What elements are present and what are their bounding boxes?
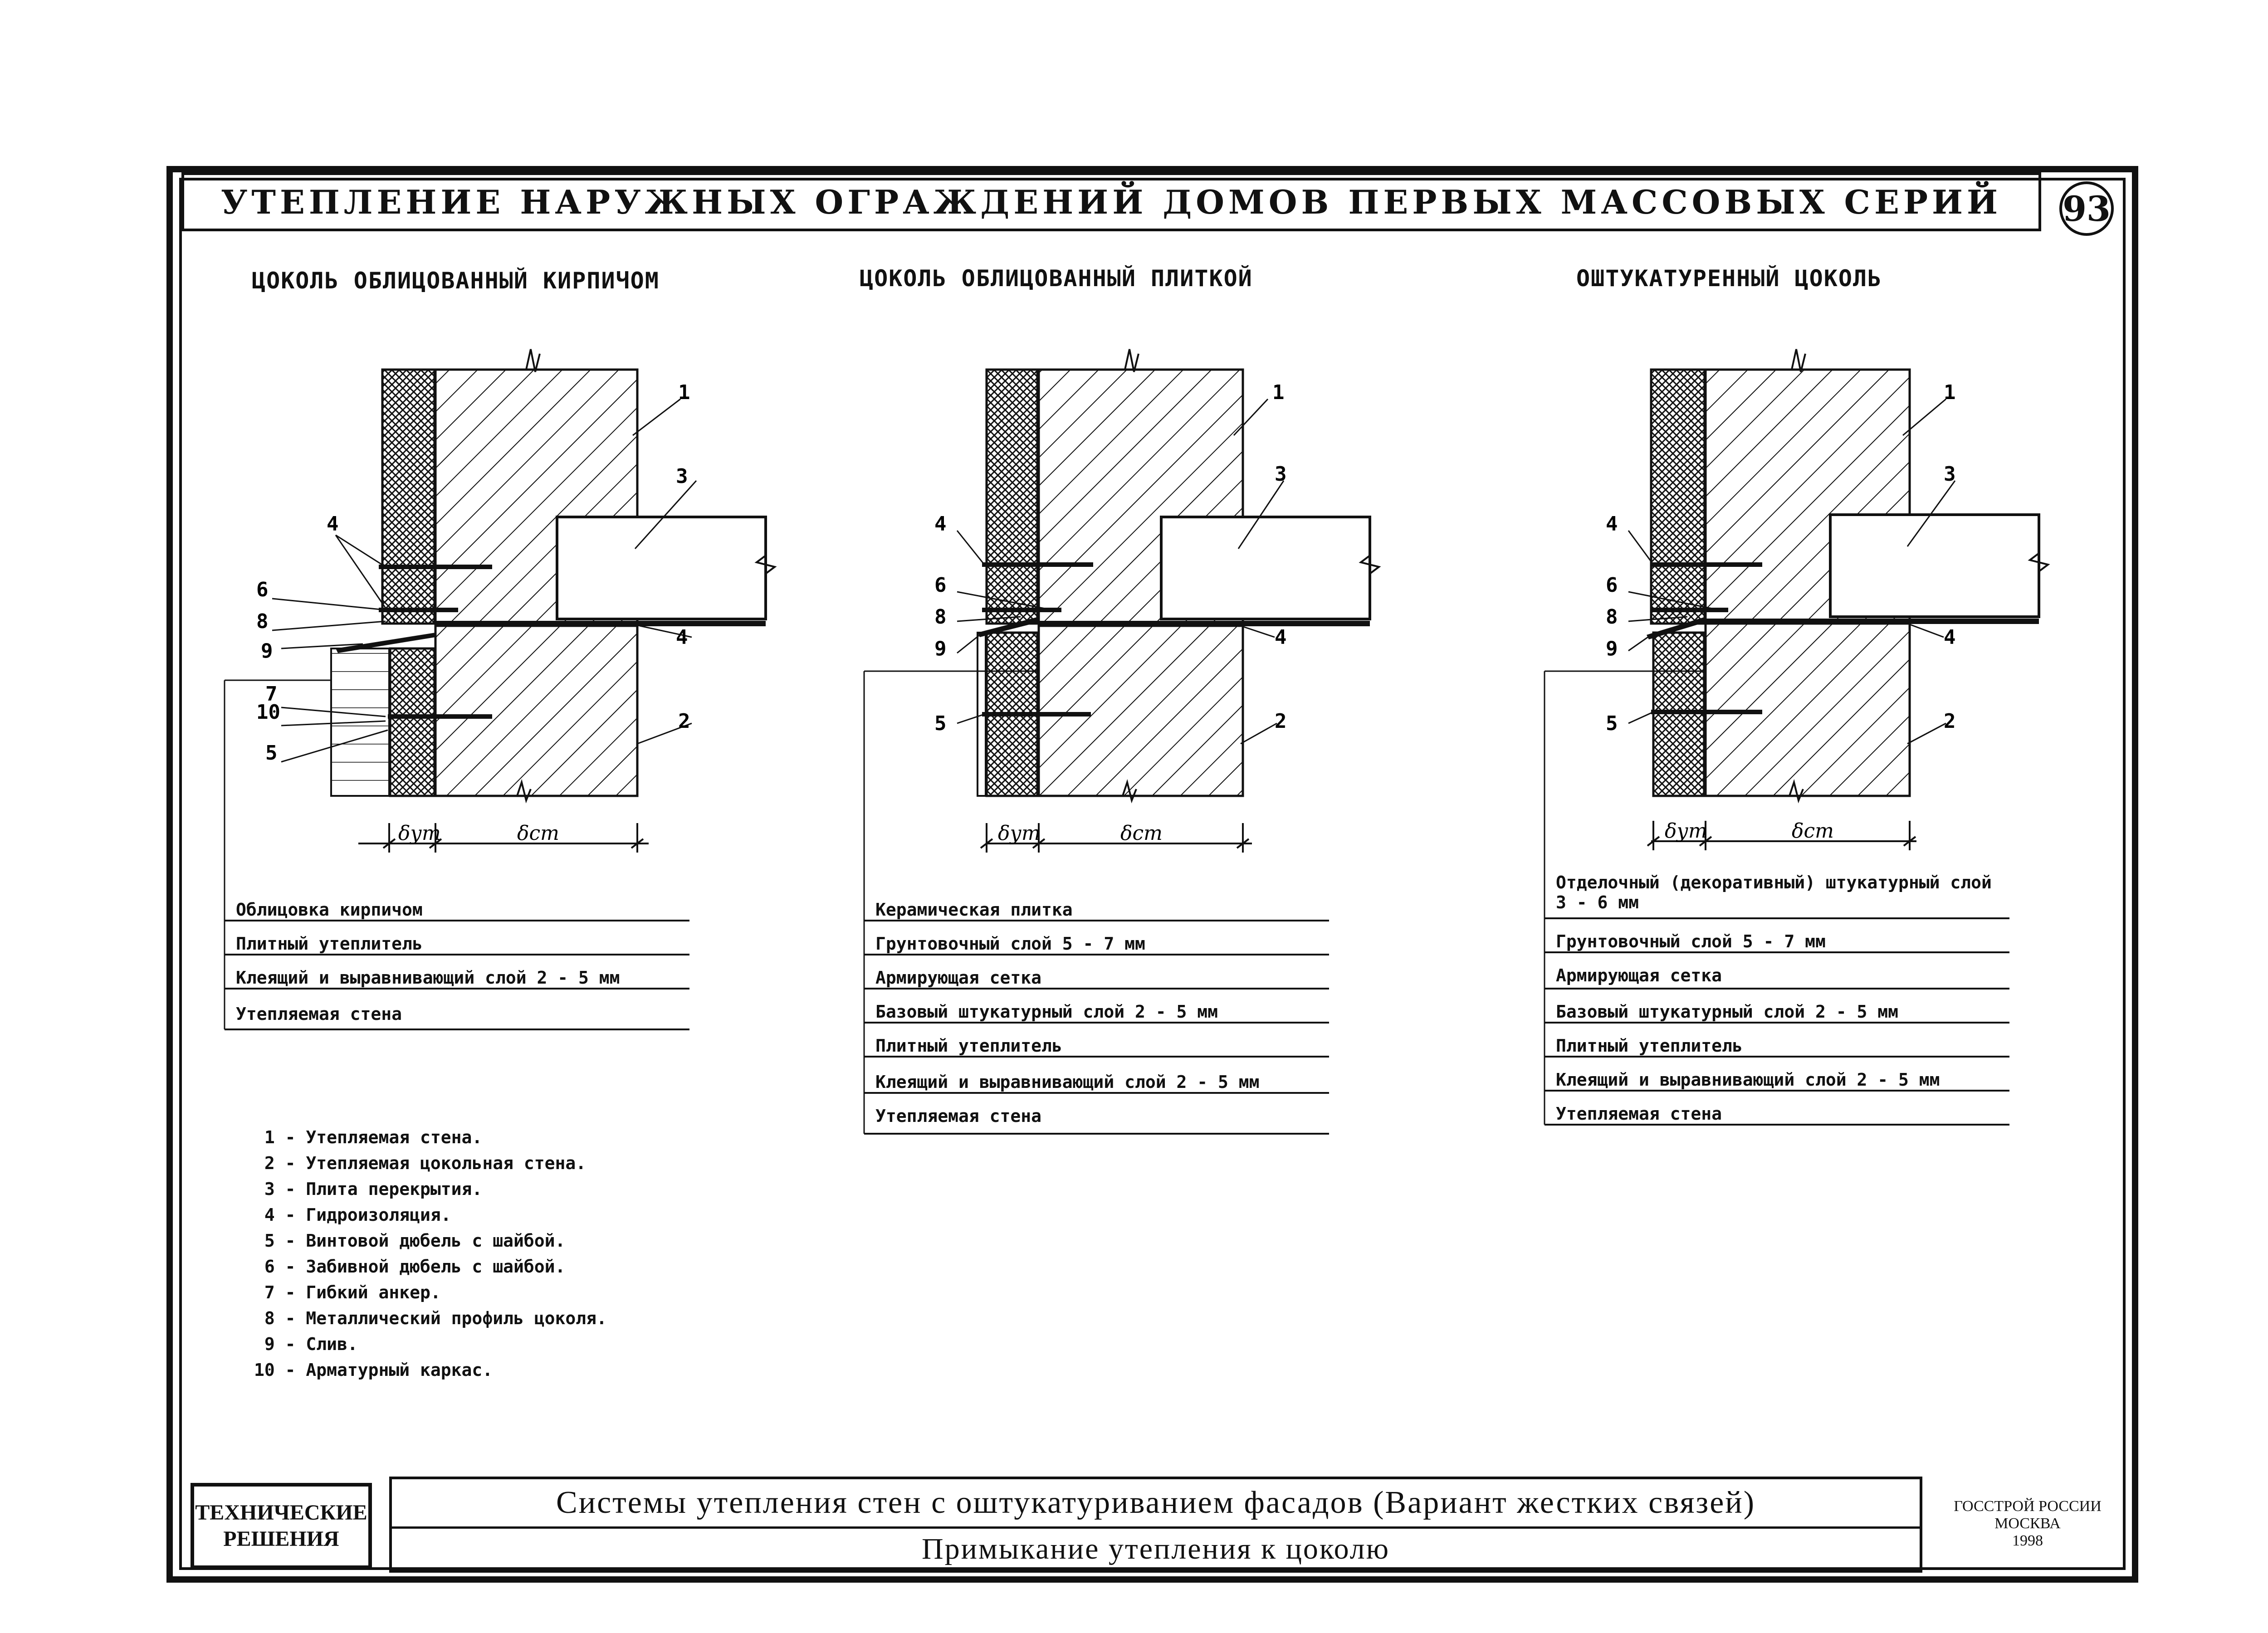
callout-4b: 4: [1944, 626, 1956, 649]
layer-label: Армирующая сетка: [875, 968, 1042, 988]
callout-4b: 4: [1275, 626, 1287, 649]
stamp-subtitle: Примыкание утепления к цоколю: [921, 1532, 1390, 1565]
wall-lower: [435, 626, 637, 796]
org-name: ГОССТРОЙ РОССИИ: [1954, 1498, 2102, 1515]
page-number: 93: [2059, 181, 2114, 236]
sheet-title: УТЕПЛЕНИЕ НАРУЖНЫХ ОГРАЖДЕНИЙ ДОМОВ ПЕРВЫХ МАССОВЫХ СЕРИЙ: [220, 182, 2002, 221]
layer-label: Грунтовочный слой 5 - 7 мм: [875, 934, 1145, 954]
callout-5: 5: [934, 712, 947, 735]
callout-6: 6: [934, 574, 947, 597]
layer-label: Утепляемая стена: [1556, 1104, 1722, 1124]
callout-6: 6: [1606, 574, 1618, 597]
stamp-left-line2: РЕШЕНИЯ: [223, 1527, 339, 1551]
callout-1: 1: [1272, 381, 1285, 404]
callout-2: 2: [1944, 710, 1956, 733]
floor-slab: [557, 517, 766, 619]
layer-label: Утепляемая стена: [236, 1004, 402, 1024]
legend-item: 1 - Утепляемая стена.: [254, 1127, 483, 1147]
dim-insulation: δут: [398, 822, 441, 845]
legend-item: 4 - Гидроизоляция.: [254, 1205, 451, 1225]
dim-insulation: δут: [1665, 819, 1707, 843]
callout-4: 4: [327, 512, 339, 536]
legend-item: 3 - Плита перекрытия.: [254, 1179, 483, 1199]
callout-5: 5: [1606, 712, 1618, 735]
layer-label: Плитный утеплитель: [236, 934, 423, 954]
callout-1: 1: [678, 381, 690, 404]
callout-10: 10: [256, 701, 280, 724]
callout-1: 1: [1944, 381, 1956, 404]
layer-label: Армирующая сетка: [1556, 965, 1722, 985]
layer-label: Облицовка кирпичом: [236, 900, 423, 920]
insulation-lower: [390, 648, 435, 796]
stamp-left-line1: ТЕХНИЧЕСКИЕ: [195, 1501, 367, 1525]
layer-label: Клеящий и выравнивающий слой 2 - 5 мм: [875, 1072, 1260, 1092]
layer-label: Клеящий и выравнивающий слой 2 - 5 мм: [1556, 1070, 1940, 1090]
stamp-technical-solutions: [191, 1483, 372, 1569]
callout-5: 5: [265, 741, 278, 765]
callout-4: 4: [934, 512, 947, 536]
callout-7: 7: [265, 682, 278, 706]
org-city: МОСКВА: [1994, 1515, 2061, 1532]
legend-item: 10 - Арматурный каркас.: [254, 1360, 493, 1380]
dim-wall: δст: [517, 822, 559, 845]
legend-item: 5 - Винтовой дюбель с шайбой.: [254, 1231, 566, 1251]
layer-label: Плитный утеплитель: [875, 1036, 1062, 1056]
section-title-tile: ЦОКОЛЬ ОБЛИЦОВАННЫЙ ПЛИТКОЙ: [860, 265, 1253, 292]
dim-insulation: δут: [998, 822, 1041, 845]
insulation-upper: [382, 370, 435, 624]
layer-label: Отделочный (декоративный) штукатурный слой 3 - 6 мм: [1556, 873, 1992, 912]
callout-8: 8: [1606, 605, 1618, 629]
legend-item: 8 - Металлический профиль цоколя.: [254, 1308, 607, 1328]
stamp-main-title: [389, 1477, 1922, 1573]
layer-label: Базовый штукатурный слой 2 - 5 мм: [875, 1002, 1218, 1022]
layer-label: Клеящий и выравнивающий слой 2 - 5 мм: [236, 968, 620, 988]
stamp-organization: [1937, 1483, 2118, 1565]
callout-3: 3: [676, 465, 688, 488]
layer-label: Базовый штукатурный слой 2 - 5 мм: [1556, 1002, 1898, 1022]
org-year: 1998: [2012, 1532, 2043, 1549]
stamp-title: Системы утепления стен с оштукатуриванием фасадов (Вариант жестких связей): [392, 1479, 1920, 1529]
dim-wall: δст: [1120, 822, 1163, 845]
legend-item: 2 - Утепляемая цокольная стена.: [254, 1153, 587, 1173]
layer-label: Плитный утеплитель: [1556, 1036, 1743, 1056]
callout-4b: 4: [676, 626, 688, 649]
section-title-brick: ЦОКОЛЬ ОБЛИЦОВАННЫЙ КИРПИЧОМ: [252, 268, 660, 294]
callout-3: 3: [1275, 463, 1287, 486]
callout-6: 6: [256, 578, 269, 601]
callout-9: 9: [934, 637, 947, 660]
legend-item: 7 - Гибкий анкер.: [254, 1282, 441, 1302]
callout-3: 3: [1944, 463, 1956, 486]
dim-wall: δст: [1792, 819, 1834, 843]
section-drawing-brick: [225, 349, 775, 1029]
layer-label: Утепляемая стена: [875, 1106, 1042, 1126]
callout-2: 2: [678, 710, 690, 733]
legend-item: 6 - Забивной дюбель с шайбой.: [254, 1257, 566, 1277]
layer-label: Керамическая плитка: [875, 900, 1073, 920]
legend-item: 9 - Слив.: [254, 1334, 358, 1354]
callout-2: 2: [1275, 710, 1287, 733]
callout-8: 8: [934, 605, 947, 629]
callout-8: 8: [256, 610, 269, 633]
callout-4: 4: [1606, 512, 1618, 536]
legend: [254, 1125, 607, 1383]
layer-label: Грунтовочный слой 5 - 7 мм: [1556, 931, 1826, 951]
section-title-plaster: ОШТУКАТУРЕННЫЙ ЦОКОЛЬ: [1576, 265, 1882, 292]
callout-9: 9: [1606, 637, 1618, 660]
callout-9: 9: [261, 639, 273, 663]
